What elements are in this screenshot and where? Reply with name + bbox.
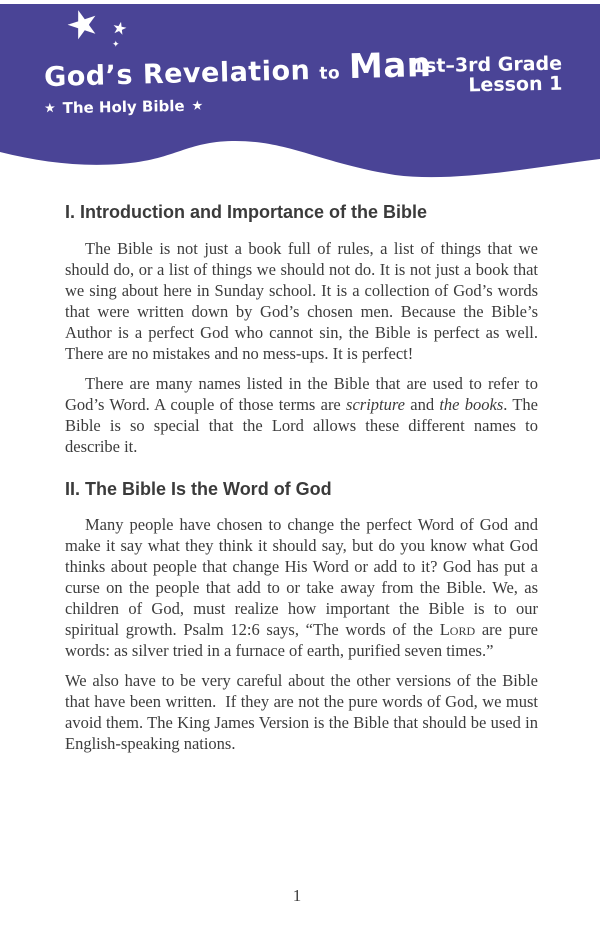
section-heading-2: II. The Bible Is the Word of God — [65, 478, 332, 499]
text-run-italic: scripture — [346, 394, 405, 414]
subtitle — [44, 97, 204, 118]
text-run: and — [405, 394, 440, 414]
lesson-content — [0, 202, 600, 754]
grade-label: 1st–3rd Grade — [411, 52, 563, 78]
text-run: . The Bible is so special that the Lord allows these different names to describe it. — [65, 394, 539, 456]
star-icon: ★ — [191, 98, 204, 114]
text-run: Many people have chosen to change the perfect Word of God and make it say what they think it should say, but do you know what God thinks about people that change His Word or add to it? God has put a curse on the people that add to or take away from the Bible. We, as children of God, must realize how important the Bible is to our spiritual growth. Psalm 12:6 says, “The words of the — [65, 515, 538, 640]
page-title — [44, 45, 432, 95]
text-run: There are many names listed in the Bible that are used to refer to God’s Word. A couple of those terms are — [65, 373, 538, 414]
text-run-italic: the books — [439, 394, 504, 414]
paragraph — [65, 670, 538, 754]
star-icon: ★ — [110, 17, 130, 40]
page-number: 1 — [292, 886, 302, 905]
lesson-label: Lesson 1 — [467, 72, 563, 97]
text-run: We also have to be very careful about the other versions of the Bible that have been written. If they are not the pure words of God, we must avoid them. The King James Version is the Bible that should be used in English-speaking nations. — [65, 671, 538, 754]
paragraph — [65, 514, 538, 661]
text-run: The Bible is not just a book full of rules, a list of things that we should do, or a list of things we should not do. It is not just a book that we sing about here in Sunday school. It is a collection of God’s words that were written down by God’s chosen men. Because the Bible’s Author is a perfect God who cannot sin, the Bible is perfect as well. There are no mistakes and no mess-ups. It is perfect! — [65, 238, 538, 363]
star-icon: ★ — [60, 0, 106, 51]
sparkle-icon: ✦ — [112, 39, 120, 49]
title-part1: God’s Revelation — [43, 55, 311, 94]
star-icon: ★ — [43, 100, 56, 116]
banner-overlay — [0, 0, 600, 180]
paragraph — [65, 373, 538, 457]
grade-lesson-block — [411, 54, 562, 97]
text-run-smallcaps: Lord — [439, 620, 476, 640]
header-banner — [0, 0, 600, 180]
text-run: are pure words: as silver tried in a furnace of earth, purified seven times.” — [65, 620, 538, 661]
section-heading-1: I. Introduction and Importance of the Bible — [65, 202, 428, 222]
paragraph — [65, 238, 538, 364]
title-part2: Man — [348, 44, 432, 88]
title-connector: to — [319, 63, 341, 84]
subtitle-label: The Holy Bible — [62, 96, 185, 118]
